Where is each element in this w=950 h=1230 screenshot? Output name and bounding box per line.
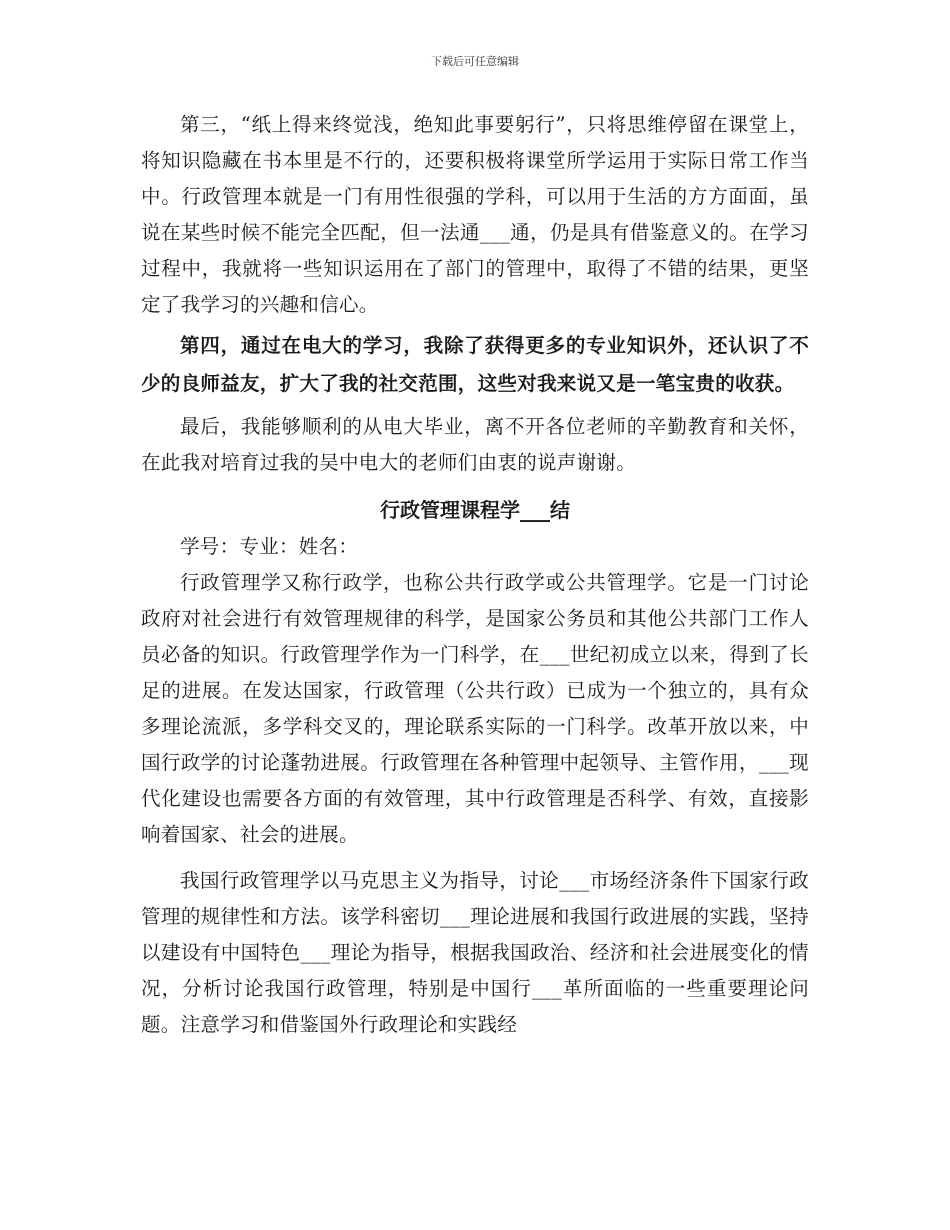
paragraph-closing: 最后，我能够顺利的从电大毕业，离不开各位老师的辛勤教育和关怀，在此我对培育过我的吴中电大的老师们由衷的说声谢谢。 bbox=[141, 415, 809, 474]
document-body bbox=[141, 107, 809, 1043]
student-info-fields: 学号：专业：姓名： bbox=[180, 535, 359, 558]
paragraph-intro: 行政管理学又称行政学，也称公共行政学或公共管理学。它是一门讨论政府对社会进行有效管理规律的科学，是国家公务员和其他公共部门工作人员必备的知识。行政管理学作为一门科学，在___世纪初成立以来，得到了长足的进展。在发达国家，行政管理（公共行政）已成为一个独立的，具有众多理论流派，多学科交叉的，理论联系实际的一门科学。改革开放以来，中国行政学的讨论蓬勃进展。行政管理在各种管理中起领导、主管作用，___现代化建设也需要各方面的有效管理，其中行政管理是否科学、有效，直接影响着国家、社会的进展。 bbox=[141, 571, 809, 846]
page-header-note: 下载后可任意编辑 bbox=[431, 55, 519, 68]
paragraph-third-point: 第三，“纸上得来终觉浅，绝知此事要躬行”，只将思维停留在课堂上，将知识隐藏在书本里是不行的，还要积极将课堂所学运用于实际日常工作当中。行政管理本就是一门有用性很强的学科，可以用于生活的方方面面，虽说在某些时候不能完全匹配，但一法通___通，仍是具有借鉴意义的。在学习过程中，我就将一些知识运用在了部门的管理中，取得了不错的结果，更坚定了我学习的兴趣和信心。 bbox=[141, 113, 809, 316]
paragraph-fourth-point: 第四，通过在电大的学习，我除了获得更多的专业知识外，还认识了不少的良师益友，扩大了我的社交范围，这些对我来说又是一笔宝贵的收获。 bbox=[141, 334, 809, 395]
section-title: 行政管理课程学___结 bbox=[380, 498, 570, 522]
paragraph-guidance: 我国行政管理学以马克思主义为指导，讨论___市场经济条件下国家行政管理的规律性和方法。该学科密切___理论进展和我国行政进展的实践，坚持以建设有中国特色___理论为指导，根据我国政治、经济和社会进展变化的情况，分析讨论我国行政管理，特别是中国行___革所面临的一些重要理论问题。注意学习和借鉴国外行政理论和实践经 bbox=[141, 869, 809, 1036]
